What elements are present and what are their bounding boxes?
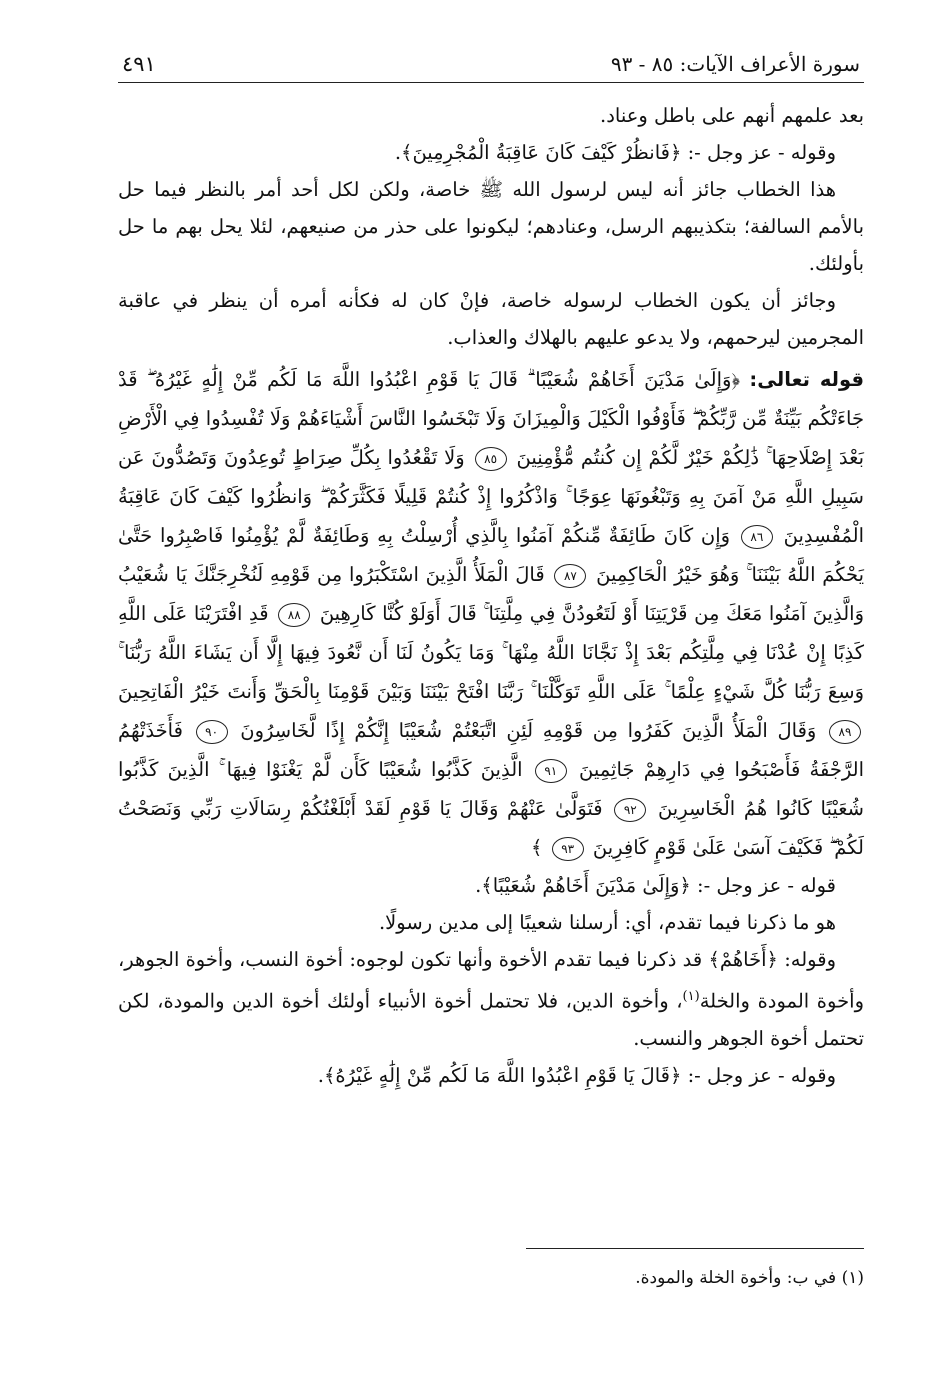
paragraph-text: وقوله: ﴿أَخَاهُمْ﴾ قد ذكرنا فيما تقدم الأخوة وأنها تكون لوجوه: أخوة النسب، وأخوة الجوهر، وأخوة المودة والخلة	[118, 948, 864, 1013]
paragraph: وقوله - عز وجل -: ﴿فَانظُرْ كَيْفَ كَانَ عَاقِبَةُ الْمُجْرِمِينَ﴾.	[394, 141, 836, 164]
ayah-number-marker: ٩٠	[196, 720, 228, 744]
verse-text: فَأَخَذَتْهُمُ الرَّجْفَةُ فَأَصْبَحُوا فِي دَارِهِمْ جَاثِمِينَ	[118, 719, 864, 781]
paragraph: قوله - عز وجل -: ﴿وَإِلَىٰ مَدْيَنَ أَخَاهُمْ شُعَيْبًا﴾.	[475, 874, 836, 897]
footnote: (١) في ب: وأخوة الخلة والمودة.	[635, 1268, 864, 1288]
ayah-number-marker: ٩٢	[614, 798, 646, 822]
ayah-number-marker: ٨٥	[475, 447, 507, 471]
paragraph: وقوله - عز وجل -: ﴿قَالَ يَا قَوْمِ اعْبُدُوا اللَّهَ مَا لَكُم مِّنْ إِلَٰهٍ غَيْرُهُ﴾.	[317, 1063, 836, 1087]
paragraph-with-footnote	[118, 941, 864, 1057]
running-header	[118, 52, 864, 83]
ayah-number-marker: ٩١	[535, 759, 567, 783]
verse-text: وَلَا تَقْعُدُوا بِكُلِّ صِرَاطٍ تُوعِدُونَ وَتَصُدُّونَ عَن سَبِيلِ اللَّهِ مَنْ آمَنَ بِهِ وَتَبْغُونَهَا عِوَجًا ۚ وَاذْكُرُوا إِذْ كُنتُمْ قَلِيلًا فَكَثَّرَكُمْ ۖ وَانظُرُوا كَيْفَ كَانَ عَاقِبَةُ الْمُفْسِدِينَ	[118, 446, 865, 547]
paragraph: بعد علمهم أنهم على باطل وعناد.	[600, 104, 864, 127]
footnote-divider	[526, 1248, 864, 1249]
verse-text: قَالَ الْمَلَأُ الَّذِينَ اسْتَكْبَرُوا مِن قَوْمِهِ لَنُخْرِجَنَّكَ يَا شُعَيْبُ وَالَّذِينَ آمَنُوا مَعَكَ مِن قَرْيَتِنَا أَوْ لَتَعُودُنَّ فِي مِلَّتِنَا ۚ قَالَ أَوَلَوْ كُنَّا كَارِهِينَ	[118, 563, 864, 625]
paragraph: وجائز أن يكون الخطاب لرسوله خاصة، فإنْ كان له فكأنه أمره أن ينظر في عاقبة المجرمين ليرحمهم، ولا يدعو عليهم بالهلاك والعذاب.	[118, 289, 864, 349]
ayah-number-marker: ٨٨	[278, 603, 310, 627]
quran-verses	[118, 360, 864, 867]
verse-text: وَإِن كَانَ طَائِفَةٌ مِّنكُمْ آمَنُوا بِالَّذِي أُرْسِلْتُ بِهِ وَطَائِفَةٌ لَّمْ يُؤْمِنُوا فَاصْبِرُوا حَتَّىٰ يَحْكُمَ اللَّهُ بَيْنَنَا ۚ وَهُوَ خَيْرُ الْحَاكِمِينَ	[118, 524, 864, 586]
paragraph: هذا الخطاب جائز أنه ليس لرسول الله ﷺ خاصة، ولكن لكل أحد أمر بالنظر فيما حل بالأمم السالفة؛ بتكذيبهم الرسل، وعنادهم؛ ليكونوا على حذر من صنيعهم، لئلا يحل بهم ما حل بأولئك.	[118, 178, 864, 275]
page-number: ٤٩١	[122, 52, 156, 76]
footnote-reference[interactable]: (١)	[682, 989, 700, 1004]
verse-text: وَقَالَ الْمَلَأُ الَّذِينَ كَفَرُوا مِن قَوْمِهِ لَئِنِ اتَّبَعْتُمْ شُعَيْبًا إِنَّكُمْ إِذًا لَّخَاسِرُونَ	[240, 719, 817, 742]
ayah-number-marker: ٨٧	[554, 564, 586, 588]
verse-text: الَّذِينَ كَذَّبُوا شُعَيْبًا كَأَن لَّمْ يَغْنَوْا فِيهَا ۚ الَّذِينَ كَذَّبُوا شُعَيْبًا كَانُوا هُمُ الْخَاسِرِينَ	[118, 758, 865, 820]
paragraph-text: ، وأخوة الدين، فلا تحتمل أخوة الأنبياء أولئك أخوة الدين والمودة، لكن تحتمل أخوة الجوهر والنسب.	[118, 989, 864, 1050]
verse-lead: قوله تعالى:	[749, 368, 864, 391]
chapter-title: سورة الأعراف الآيات: ٨٥ - ٩٣	[610, 52, 860, 76]
verse-text: ﴿وَإِلَىٰ مَدْيَنَ أَخَاهُمْ شُعَيْبًا ۗ قَالَ يَا قَوْمِ اعْبُدُوا اللَّهَ مَا لَكُم مِّنْ إِلَٰهٍ غَيْرُهُ ۖ قَدْ جَاءَتْكُم بَيِّنَةٌ مِّن رَّبِّكُمْ ۖ فَأَوْفُوا الْكَيْلَ وَالْمِيزَانَ وَلَا تَبْخَسُوا النَّاسَ أَشْيَاءَهُمْ وَلَا تُفْسِدُوا فِي الْأَرْضِ بَعْدَ إِصْلَاحِهَا ۚ ذَٰلِكُمْ خَيْرٌ لَّكُمْ إِن كُنتُم مُّؤْمِنِينَ	[118, 368, 865, 469]
ayah-number-marker: ٨٩	[829, 720, 861, 744]
main-text	[118, 97, 864, 1094]
verse-close-bracket: ﴾	[531, 836, 543, 859]
verse-text: قَدِ افْتَرَيْنَا عَلَى اللَّهِ كَذِبًا إِنْ عُدْنَا فِي مِلَّتِكُم بَعْدَ إِذْ نَجَّانَا اللَّهُ مِنْهَا ۚ وَمَا يَكُونُ لَنَا أَن نَّعُودَ فِيهَا إِلَّا أَن يَشَاءَ اللَّهُ رَبُّنَا ۚ وَسِعَ رَبُّنَا كُلَّ شَيْءٍ عِلْمًا ۚ عَلَى اللَّهِ تَوَكَّلْنَا ۚ رَبَّنَا افْتَحْ بَيْنَنَا وَبَيْنَ قَوْمِنَا بِالْحَقِّ وَأَنتَ خَيْرُ الْفَاتِحِينَ	[118, 602, 864, 703]
paragraph: هو ما ذكرنا فيما تقدم، أي: أرسلنا شعيبًا إلى مدين رسولًا.	[378, 911, 836, 934]
ayah-number-marker: ٨٦	[741, 525, 773, 549]
ayah-number-marker: ٩٣	[552, 837, 584, 861]
verse-text: فَتَوَلَّىٰ عَنْهُمْ وَقَالَ يَا قَوْمِ لَقَدْ أَبْلَغْتُكُمْ رِسَالَاتِ رَبِّي وَنَصَحْتُ لَكُمْ ۖ فَكَيْفَ آسَىٰ عَلَىٰ قَوْمٍ كَافِرِينَ	[118, 797, 864, 859]
